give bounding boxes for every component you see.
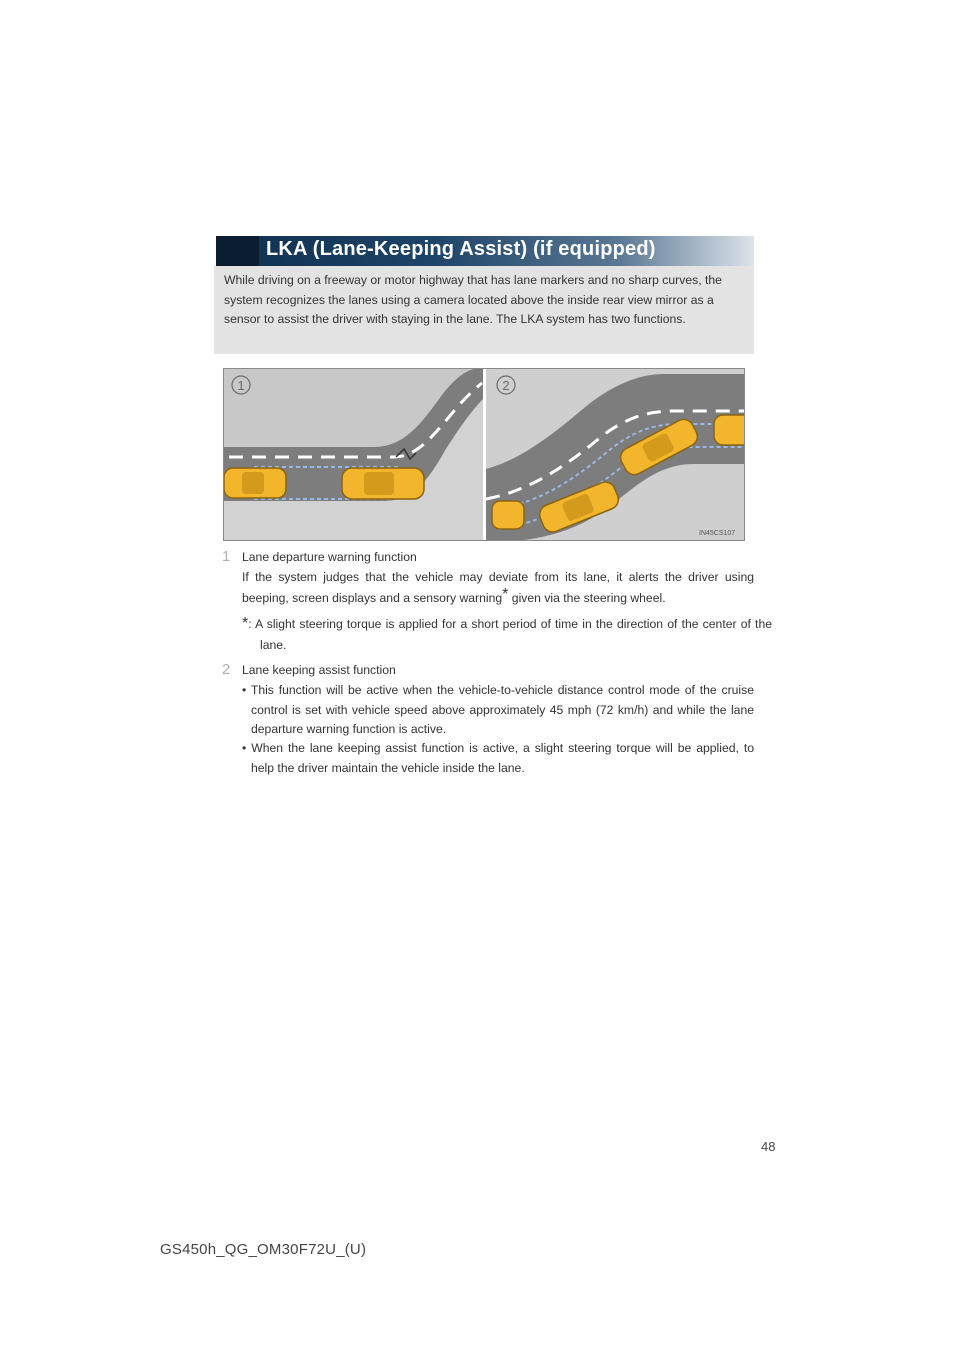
panel-divider xyxy=(483,369,486,540)
lka-illustration-svg xyxy=(224,369,744,540)
figure-code: IN45CS107 xyxy=(699,530,736,537)
panel1-label: 1 xyxy=(237,378,245,393)
intro-paragraph: While driving on a freeway or motor highway that has lane markers and no sharp curves, the system recognizes the lanes using a camera located above the inside rear view mirror as a sensor to assist the driver with staying in the lane. The LKA system has two functions. xyxy=(214,266,754,354)
panel2-car-1 xyxy=(492,501,524,529)
item-title-lane-departure: Lane departure warning function xyxy=(242,550,417,564)
document-code: GS450h_QG_OM30F72U_(U) xyxy=(160,1241,367,1258)
footnote-text: : A slight steering torque is applied for a short period of time in the direction of the center of the lane. xyxy=(248,617,772,652)
item-title-lane-keeping: Lane keeping assist function xyxy=(242,663,396,677)
footnote-star: * xyxy=(502,585,509,603)
lka-illustration xyxy=(223,368,745,541)
section-title: LKA (Lane-Keeping Assist) (if equipped) xyxy=(266,238,656,260)
panel1-car-rear xyxy=(224,468,286,498)
item-body-lane-departure xyxy=(242,567,754,609)
page-number: 48 xyxy=(761,1139,776,1154)
footnote xyxy=(242,613,772,656)
header-thumbnail-block xyxy=(216,236,259,266)
item-body-text-end: given via the steering wheel. xyxy=(508,591,666,605)
footnote-marker: * xyxy=(242,615,249,632)
bullet-item-1: • This function will be active when the vehicle-to-vehicle distance control mode of the cruise control is set with vehicle speed above approximately 45 mph (72 km/h) and while the lane departure warning function is active. xyxy=(242,683,754,736)
item-body-text: If the system judges that the vehicle may deviate from its lane, it alerts the driver using beeping, screen displays and a sensory warning xyxy=(242,570,754,605)
item-number-1: 1 xyxy=(222,548,231,565)
item-number-2: 2 xyxy=(222,661,231,678)
panel2-label: 2 xyxy=(502,378,510,393)
bullet-item-2: • When the lane keeping assist function is active, a slight steering torque will be applied, to help the driver maintain the vehicle inside the lane. xyxy=(242,741,754,775)
panel2-car-4 xyxy=(714,415,744,445)
